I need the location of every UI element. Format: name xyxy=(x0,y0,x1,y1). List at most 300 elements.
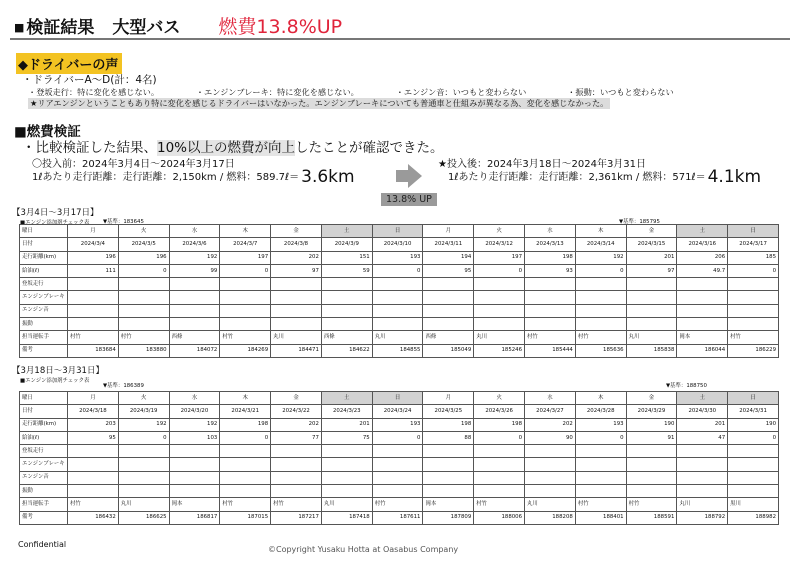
row-label: エンジンブレーキ xyxy=(20,458,68,471)
table-row-fuel xyxy=(20,431,779,444)
table-cell-weekday: 火 xyxy=(118,225,169,238)
table-row-date xyxy=(20,405,779,418)
table-cell-uphill xyxy=(677,278,728,291)
table-cell-engine-brake xyxy=(474,291,525,304)
table-cell-vibration xyxy=(321,485,372,498)
row-label: 登坂走行 xyxy=(20,445,68,458)
table-cell-vibration xyxy=(169,318,220,331)
table-row-engine-sound xyxy=(20,304,779,317)
table-cell-weekday: 月 xyxy=(423,225,474,238)
table-cell-fuel: 0 xyxy=(372,431,423,444)
table-cell-distance: 202 xyxy=(525,418,576,431)
table-cell-driver: 村竹 xyxy=(220,498,271,511)
table-cell-engine-brake xyxy=(626,291,677,304)
improvement-badge: 13.8% UP xyxy=(381,193,437,206)
table-cell-driver: 村竹 xyxy=(271,498,322,511)
table-cell-uphill xyxy=(271,445,322,458)
table2-period: 【3月18日～3月31日】 xyxy=(12,366,104,376)
row-label: 振動 xyxy=(20,485,68,498)
table-cell-engine-sound xyxy=(321,304,372,317)
table-cell-vibration xyxy=(118,485,169,498)
table-cell-weekday: 土 xyxy=(677,225,728,238)
table-cell-weekday: 月 xyxy=(423,392,474,405)
table-cell-driver: 丸川 xyxy=(321,498,372,511)
table-cell-engine-brake xyxy=(68,458,119,471)
arrow-right-icon xyxy=(396,164,422,188)
table-cell-engine-sound xyxy=(525,304,576,317)
table-cell-driver: 村竹 xyxy=(525,331,576,344)
row-label: 担当運転手 xyxy=(20,498,68,511)
table-cell-odometer: 188401 xyxy=(575,511,626,524)
table-cell-date: 2024/3/28 xyxy=(575,405,626,418)
table-cell-distance: 190 xyxy=(626,418,677,431)
row-label: 担当運転手 xyxy=(20,331,68,344)
title-divider xyxy=(10,38,790,40)
table-cell-vibration xyxy=(525,485,576,498)
table-cell-engine-sound xyxy=(68,304,119,317)
table-cell-vibration xyxy=(271,485,322,498)
table-cell-vibration xyxy=(728,318,779,331)
table-cell-driver: 丸川 xyxy=(626,331,677,344)
table-cell-uphill xyxy=(728,278,779,291)
table-cell-odometer: 186625 xyxy=(118,511,169,524)
table-cell-weekday: 土 xyxy=(321,225,372,238)
table-cell-engine-sound xyxy=(575,471,626,484)
table-cell-odometer: 185444 xyxy=(525,344,576,357)
table-cell-driver: 村竹 xyxy=(474,498,525,511)
table-cell-fuel: 0 xyxy=(474,264,525,277)
table-cell-engine-brake xyxy=(575,291,626,304)
row-label: エンジン音 xyxy=(20,304,68,317)
table-cell-engine-sound xyxy=(728,471,779,484)
summary-highlight: 10%以上の燃費が向上 xyxy=(157,140,296,156)
table-cell-driver: 黒川 xyxy=(728,498,779,511)
table-cell-uphill xyxy=(423,445,474,458)
table-cell-uphill xyxy=(220,445,271,458)
table-cell-distance: 193 xyxy=(372,418,423,431)
table-cell-distance: 201 xyxy=(626,251,677,264)
table-cell-date: 2024/3/16 xyxy=(677,238,728,251)
table-cell-engine-sound xyxy=(626,471,677,484)
table-cell-driver: 村竹 xyxy=(626,498,677,511)
table-cell-driver: 村竹 xyxy=(575,498,626,511)
table-cell-vibration xyxy=(68,318,119,331)
table-cell-odometer: 187418 xyxy=(321,511,372,524)
before-efficiency xyxy=(32,167,355,187)
table-cell-weekday: 木 xyxy=(575,392,626,405)
table-cell-engine-sound xyxy=(118,471,169,484)
table-cell-weekday: 金 xyxy=(271,225,322,238)
table-cell-odometer: 188591 xyxy=(626,511,677,524)
table-cell-weekday: 火 xyxy=(118,392,169,405)
table-cell-engine-brake xyxy=(220,458,271,471)
table-row-weekday xyxy=(20,225,779,238)
table-cell-vibration xyxy=(321,318,372,331)
table-cell-engine-brake xyxy=(423,291,474,304)
table-cell-date: 2024/3/10 xyxy=(372,238,423,251)
table-cell-weekday: 火 xyxy=(474,392,525,405)
table1-title: ■エンジン添加剤チェック表 xyxy=(20,220,90,226)
table-cell-fuel: 103 xyxy=(169,431,220,444)
table2-title: ■エンジン添加剤チェック表 xyxy=(20,378,90,384)
driver-comments: ・登坂走行：特に変化を感じない。 ・エンジンブレーキ：特に変化を感じない。 ・エンジン音：いつもと変わらない ・振動：いつもと変わらない xyxy=(28,87,674,97)
table-cell-fuel: 0 xyxy=(118,431,169,444)
table-cell-date: 2024/3/11 xyxy=(423,238,474,251)
table-cell-fuel: 0 xyxy=(474,431,525,444)
table-cell-fuel: 90 xyxy=(525,431,576,444)
table-cell-date: 2024/3/9 xyxy=(321,238,372,251)
table-row-engine-brake xyxy=(20,291,779,304)
table1-period: 【3月4日～3月17日】 xyxy=(12,208,99,218)
table-cell-vibration xyxy=(423,485,474,498)
table-cell-uphill xyxy=(423,278,474,291)
table-cell-engine-sound xyxy=(169,304,220,317)
table-cell-vibration xyxy=(677,485,728,498)
table-cell-driver: 村竹 xyxy=(220,331,271,344)
table-row-date xyxy=(20,238,779,251)
driver-count: ・ドライバーA～D(計：4名) xyxy=(22,74,157,86)
table-cell-fuel: 95 xyxy=(68,431,119,444)
table-cell-engine-sound xyxy=(118,304,169,317)
table-cell-odometer: 184855 xyxy=(372,344,423,357)
table-cell-uphill xyxy=(525,445,576,458)
table-cell-engine-sound xyxy=(220,304,271,317)
table-cell-odometer: 184072 xyxy=(169,344,220,357)
table-cell-fuel: 0 xyxy=(118,264,169,277)
table-cell-weekday: 月 xyxy=(68,225,119,238)
table-cell-date: 2024/3/30 xyxy=(677,405,728,418)
table-cell-weekday: 水 xyxy=(169,225,220,238)
table-cell-engine-brake xyxy=(423,458,474,471)
table-cell-date: 2024/3/21 xyxy=(220,405,271,418)
table-cell-uphill xyxy=(68,278,119,291)
table-cell-driver: 丸川 xyxy=(474,331,525,344)
table-cell-fuel: 75 xyxy=(321,431,372,444)
table-cell-vibration xyxy=(118,318,169,331)
table-cell-vibration xyxy=(372,318,423,331)
table-cell-date: 2024/3/7 xyxy=(220,238,271,251)
before-period: 〇投入前：2024年3月4日～2024年3月17日 xyxy=(32,159,235,170)
table-cell-weekday: 金 xyxy=(626,225,677,238)
table-cell-odometer: 188006 xyxy=(474,511,525,524)
table-cell-vibration xyxy=(728,485,779,498)
table-cell-vibration xyxy=(169,485,220,498)
table-cell-vibration xyxy=(271,318,322,331)
table-cell-engine-brake xyxy=(677,458,728,471)
table-cell-weekday: 日 xyxy=(728,225,779,238)
table-cell-odometer: 186044 xyxy=(677,344,728,357)
table-cell-date: 2024/3/18 xyxy=(68,405,119,418)
table-cell-distance: 198 xyxy=(525,251,576,264)
table-cell-date: 2024/3/17 xyxy=(728,238,779,251)
row-label: 曜日 xyxy=(20,225,68,238)
driver-voice-heading: ◆ドライバーの声 xyxy=(16,53,122,74)
table-cell-fuel: 49.7 xyxy=(677,264,728,277)
table2-base-left: ▼基準：186389 xyxy=(103,383,144,389)
table-cell-engine-brake xyxy=(321,458,372,471)
table-cell-weekday: 水 xyxy=(169,392,220,405)
title-bullet: ■ xyxy=(14,21,25,34)
table-row-odometer xyxy=(20,511,779,524)
fuel-improvement-highlight: 燃費13.8%UP xyxy=(218,16,343,38)
table-cell-driver: 岡本 xyxy=(169,498,220,511)
table-cell-date: 2024/3/19 xyxy=(118,405,169,418)
table-cell-odometer: 188792 xyxy=(677,511,728,524)
table-cell-fuel: 99 xyxy=(169,264,220,277)
table-cell-engine-brake xyxy=(372,291,423,304)
table-cell-distance: 192 xyxy=(169,418,220,431)
table-cell-uphill xyxy=(575,278,626,291)
table-row-engine-sound xyxy=(20,471,779,484)
table-cell-engine-sound xyxy=(372,471,423,484)
table-cell-driver: 村竹 xyxy=(118,331,169,344)
table-cell-engine-brake xyxy=(271,458,322,471)
table-cell-fuel: 77 xyxy=(271,431,322,444)
table-cell-fuel: 0 xyxy=(220,431,271,444)
table-cell-weekday: 日 xyxy=(728,392,779,405)
table-cell-fuel: 111 xyxy=(68,264,119,277)
table-cell-odometer: 184471 xyxy=(271,344,322,357)
table-cell-driver: 村竹 xyxy=(575,331,626,344)
table-cell-odometer: 188208 xyxy=(525,511,576,524)
confidential-label: Confidential xyxy=(18,540,67,549)
table-cell-weekday: 木 xyxy=(575,225,626,238)
table-cell-weekday: 水 xyxy=(525,392,576,405)
table-cell-uphill xyxy=(169,445,220,458)
table-cell-odometer: 186817 xyxy=(169,511,220,524)
table-cell-engine-sound xyxy=(423,304,474,317)
table-cell-vibration xyxy=(68,485,119,498)
table-cell-distance: 197 xyxy=(474,251,525,264)
table-cell-odometer: 184269 xyxy=(220,344,271,357)
table-cell-engine-sound xyxy=(372,304,423,317)
page-title xyxy=(14,12,342,39)
after-efficiency xyxy=(448,167,761,187)
table-cell-driver: 村竹 xyxy=(68,498,119,511)
table-cell-odometer: 186432 xyxy=(68,511,119,524)
table-cell-weekday: 土 xyxy=(677,392,728,405)
row-label: 走行距離(km) xyxy=(20,418,68,431)
table-cell-odometer: 185246 xyxy=(474,344,525,357)
before-efficiency-formula: 1ℓあたり走行距離：走行距離：2,150km / 燃料：589.7ℓ＝ xyxy=(32,172,300,183)
table-cell-date: 2024/3/6 xyxy=(169,238,220,251)
table-row-engine-brake xyxy=(20,458,779,471)
table-cell-distance: 198 xyxy=(423,418,474,431)
row-label: 給油(ℓ) xyxy=(20,431,68,444)
row-label: 給油(ℓ) xyxy=(20,264,68,277)
table-cell-engine-brake xyxy=(271,291,322,304)
table-cell-odometer: 187809 xyxy=(423,511,474,524)
table-cell-vibration xyxy=(474,318,525,331)
fuel-verification-heading: ■燃費検証 xyxy=(14,124,81,140)
table-cell-engine-sound xyxy=(626,304,677,317)
row-label: 登坂走行 xyxy=(20,278,68,291)
table-cell-fuel: 88 xyxy=(423,431,474,444)
row-label: 振動 xyxy=(20,318,68,331)
table-cell-engine-brake xyxy=(68,291,119,304)
table-cell-vibration xyxy=(626,485,677,498)
table-cell-engine-brake xyxy=(626,458,677,471)
table-cell-driver: 丸川 xyxy=(271,331,322,344)
table-cell-vibration xyxy=(474,485,525,498)
table-cell-weekday: 水 xyxy=(525,225,576,238)
table-cell-engine-sound xyxy=(271,304,322,317)
table-cell-vibration xyxy=(423,318,474,331)
table-cell-weekday: 木 xyxy=(220,392,271,405)
table-cell-engine-brake xyxy=(169,291,220,304)
table-cell-fuel: 47 xyxy=(677,431,728,444)
table-cell-fuel: 0 xyxy=(575,264,626,277)
table-row-driver xyxy=(20,498,779,511)
table-cell-weekday: 木 xyxy=(220,225,271,238)
table-cell-date: 2024/3/31 xyxy=(728,405,779,418)
table-cell-driver: 丸川 xyxy=(525,498,576,511)
table-row-uphill xyxy=(20,278,779,291)
table-cell-distance: 201 xyxy=(321,418,372,431)
row-label: 日付 xyxy=(20,238,68,251)
row-label: エンジンブレーキ xyxy=(20,291,68,304)
table-cell-engine-brake xyxy=(118,291,169,304)
table-cell-odometer: 188982 xyxy=(728,511,779,524)
table-cell-weekday: 金 xyxy=(271,392,322,405)
table-row-vibration xyxy=(20,318,779,331)
table-cell-uphill xyxy=(575,445,626,458)
after-efficiency-value: 4.1km xyxy=(707,167,762,187)
table-cell-uphill xyxy=(372,445,423,458)
table-cell-engine-sound xyxy=(474,471,525,484)
table-cell-distance: 151 xyxy=(321,251,372,264)
table-cell-uphill xyxy=(728,445,779,458)
table-cell-engine-brake xyxy=(169,458,220,471)
table-cell-odometer: 185636 xyxy=(575,344,626,357)
row-label: 日付 xyxy=(20,405,68,418)
table-cell-date: 2024/3/29 xyxy=(626,405,677,418)
table-cell-engine-brake xyxy=(525,291,576,304)
table-cell-engine-brake xyxy=(677,291,728,304)
table-cell-vibration xyxy=(575,318,626,331)
table-cell-date: 2024/3/23 xyxy=(321,405,372,418)
table-cell-weekday: 金 xyxy=(626,392,677,405)
summary-pre: ・比較検証した結果、 xyxy=(22,140,157,156)
table-cell-date: 2024/3/22 xyxy=(271,405,322,418)
table-cell-engine-sound xyxy=(575,304,626,317)
table-cell-engine-brake xyxy=(321,291,372,304)
table-cell-uphill xyxy=(525,278,576,291)
before-efficiency-value: 3.6km xyxy=(301,167,355,187)
table-cell-fuel: 95 xyxy=(423,264,474,277)
table-row-vibration xyxy=(20,485,779,498)
table-cell-driver: 村竹 xyxy=(372,498,423,511)
row-label: 備考 xyxy=(20,344,68,357)
table-cell-uphill xyxy=(118,445,169,458)
table-row-distance xyxy=(20,418,779,431)
title-text: 検証結果 xyxy=(26,18,95,38)
table-cell-engine-sound xyxy=(728,304,779,317)
table-cell-uphill xyxy=(220,278,271,291)
table-cell-distance: 203 xyxy=(68,418,119,431)
table-cell-date: 2024/3/14 xyxy=(575,238,626,251)
table-cell-date: 2024/3/27 xyxy=(525,405,576,418)
row-label: エンジン音 xyxy=(20,471,68,484)
table-cell-date: 2024/3/24 xyxy=(372,405,423,418)
table-cell-engine-brake xyxy=(220,291,271,304)
table-cell-odometer: 184622 xyxy=(321,344,372,357)
table-cell-engine-brake xyxy=(728,291,779,304)
table-cell-vibration xyxy=(575,485,626,498)
table-cell-distance: 202 xyxy=(271,251,322,264)
table-cell-fuel: 0 xyxy=(728,264,779,277)
table-row-odometer xyxy=(20,344,779,357)
table-cell-date: 2024/3/25 xyxy=(423,405,474,418)
table1-base-right: ▼基準：185795 xyxy=(619,219,660,225)
table-cell-distance: 198 xyxy=(220,418,271,431)
table-cell-uphill xyxy=(626,278,677,291)
table-cell-vibration xyxy=(372,485,423,498)
table-cell-driver: 丸川 xyxy=(118,498,169,511)
table-cell-uphill xyxy=(474,278,525,291)
table-cell-vibration xyxy=(220,485,271,498)
table-cell-vibration xyxy=(677,318,728,331)
table-cell-distance: 196 xyxy=(68,251,119,264)
table-cell-odometer: 185838 xyxy=(626,344,677,357)
table-cell-engine-sound xyxy=(677,471,728,484)
table-cell-driver: 岡本 xyxy=(423,498,474,511)
table-cell-driver: 村竹 xyxy=(68,331,119,344)
table-cell-weekday: 火 xyxy=(474,225,525,238)
table-cell-uphill xyxy=(474,445,525,458)
table-cell-engine-brake xyxy=(118,458,169,471)
table-cell-fuel: 59 xyxy=(321,264,372,277)
table-cell-distance: 192 xyxy=(575,251,626,264)
table-cell-uphill xyxy=(169,278,220,291)
row-label: 曜日 xyxy=(20,392,68,405)
table-cell-driver: 村竹 xyxy=(728,331,779,344)
table-cell-driver: 西條 xyxy=(321,331,372,344)
table-cell-engine-sound xyxy=(423,471,474,484)
table-cell-engine-brake xyxy=(474,458,525,471)
table-cell-fuel: 0 xyxy=(728,431,779,444)
table-cell-vibration xyxy=(525,318,576,331)
copyright-text: ©Copyright Yusaku Hotta at Oasabus Company xyxy=(268,545,459,554)
table-cell-fuel: 0 xyxy=(575,431,626,444)
table-cell-engine-sound xyxy=(220,471,271,484)
table-cell-engine-sound xyxy=(677,304,728,317)
table-cell-weekday: 土 xyxy=(321,392,372,405)
table-row-weekday xyxy=(20,392,779,405)
table-cell-driver: 丸川 xyxy=(372,331,423,344)
table-cell-engine-sound xyxy=(525,471,576,484)
table-cell-engine-brake xyxy=(372,458,423,471)
driver-note: ★リアエンジンということもあり特に変化を感じるドライバーはいなかった。エンジンブレーキについても普通車と仕組みが異なる為、変化を感じなかった。 xyxy=(30,98,609,108)
row-label: 走行距離(km) xyxy=(20,251,68,264)
table-cell-distance: 194 xyxy=(423,251,474,264)
table-cell-engine-sound xyxy=(68,471,119,484)
table-cell-distance: 192 xyxy=(169,251,220,264)
table-row-uphill xyxy=(20,445,779,458)
table-cell-engine-sound xyxy=(321,471,372,484)
table-cell-engine-brake xyxy=(575,458,626,471)
table-cell-distance: 192 xyxy=(118,418,169,431)
table-cell-vibration xyxy=(220,318,271,331)
after-period: ★投入後：2024年3月18日～2024年3月31日 xyxy=(438,159,647,170)
table-cell-distance: 201 xyxy=(677,418,728,431)
vehicle-type: 大型バス xyxy=(112,18,181,38)
table-cell-date: 2024/3/26 xyxy=(474,405,525,418)
table-row-distance xyxy=(20,251,779,264)
table-cell-engine-sound xyxy=(474,304,525,317)
table-cell-fuel: 97 xyxy=(271,264,322,277)
table-cell-fuel: 93 xyxy=(525,264,576,277)
